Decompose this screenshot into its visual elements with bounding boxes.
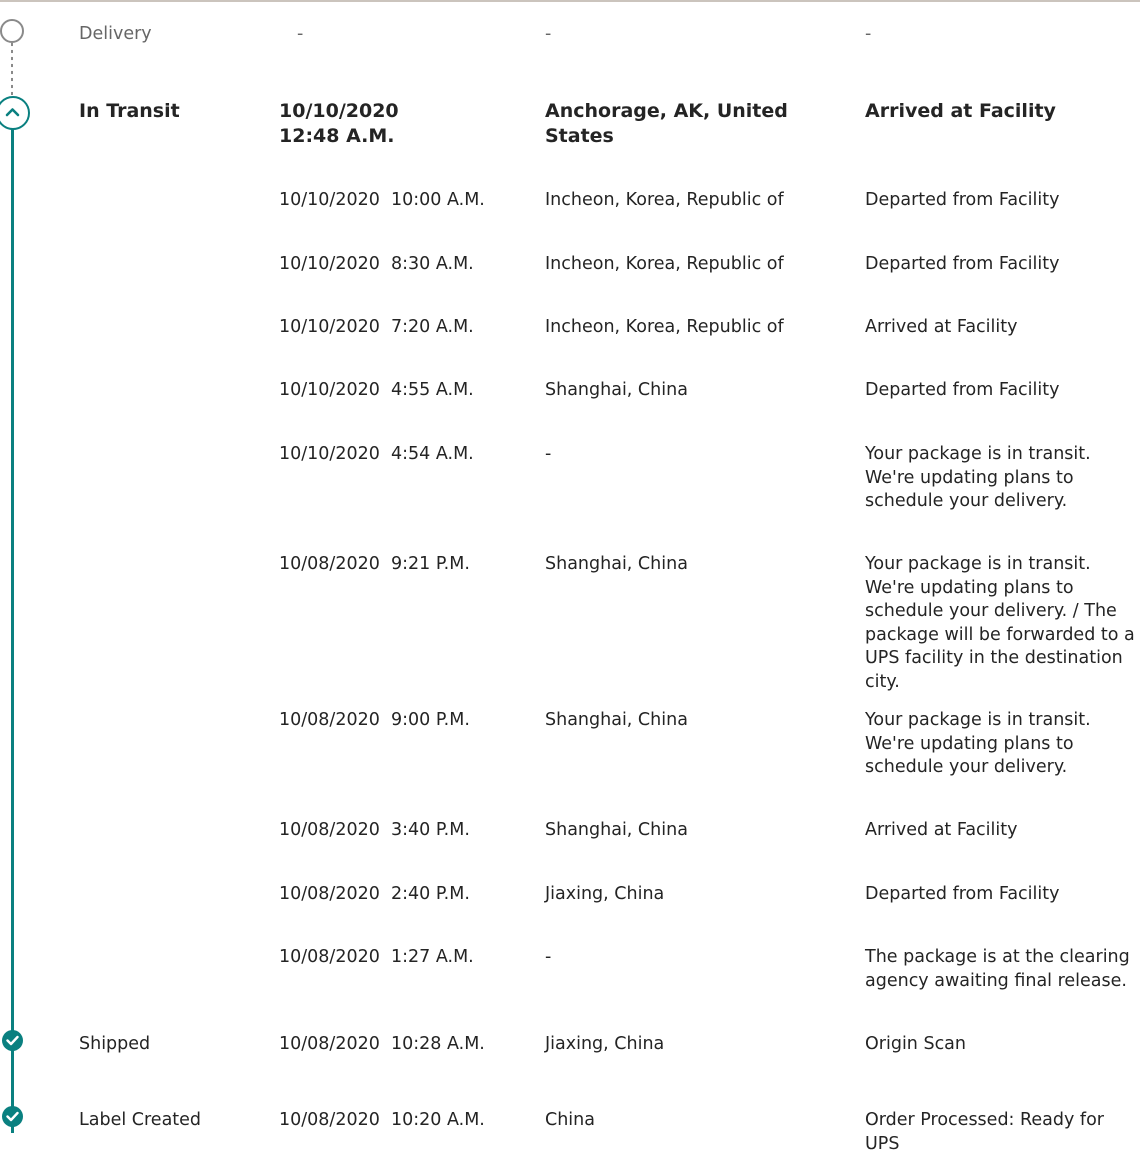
label-created-datetime: 10/08/2020 10:20 A.M. [279,1110,485,1130]
in-transit-date: 10/10/2020 [279,100,399,122]
delivery-date: - [297,24,304,44]
event-activity: Your package is in transit. We're updating plans to schedule your delivery. [865,444,1091,511]
in-transit-location-line2: States [545,125,614,147]
event-datetime: 10/08/2020 2:40 P.M. [279,884,470,904]
in-transit-activity: Arrived at Facility [865,100,1056,122]
event-datetime: 10/08/2020 9:00 P.M. [279,710,470,730]
event-activity: Departed from Facility [865,380,1060,400]
event-activity: Departed from Facility [865,884,1060,904]
in-transit-time: 12:48 A.M. [279,125,395,147]
label-created-activity: Order Processed: Ready for UPS [865,1110,1104,1154]
event-activity: Your package is in transit. We're updating plans to schedule your delivery. [865,710,1091,777]
event-location: Incheon, Korea, Republic of [545,190,784,210]
event-datetime: 10/10/2020 10:00 A.M. [279,190,485,210]
event-datetime: 10/08/2020 1:27 A.M. [279,947,474,967]
event-location: Shanghai, China [545,820,688,840]
event-datetime: 10/10/2020 4:55 A.M. [279,380,474,400]
event-datetime: 10/08/2020 3:40 P.M. [279,820,470,840]
event-location: Incheon, Korea, Republic of [545,254,784,274]
event-location: Shanghai, China [545,380,688,400]
event-datetime: 10/10/2020 8:30 A.M. [279,254,474,274]
event-location: Shanghai, China [545,710,688,730]
delivery-activity: - [865,24,872,44]
milestone-delivery-label: Delivery [79,24,152,44]
shipped-datetime: 10/08/2020 10:28 A.M. [279,1034,485,1054]
shipped-activity: Origin Scan [865,1034,967,1054]
event-location: Shanghai, China [545,554,688,574]
in-transit-chevron-up-icon[interactable] [0,96,30,130]
event-activity: Departed from Facility [865,190,1060,210]
event-activity: Departed from Facility [865,254,1060,274]
milestone-in-transit-label: In Transit [79,100,180,122]
event-location: Incheon, Korea, Republic of [545,317,784,337]
delivery-location: - [545,24,552,44]
label-created-checkmark-icon [2,1106,23,1127]
event-activity: Arrived at Facility [865,317,1018,337]
shipped-location: Jiaxing, China [545,1034,665,1054]
event-location: Jiaxing, China [545,884,665,904]
top-divider [0,0,1140,2]
event-datetime: 10/08/2020 9:21 P.M. [279,554,470,574]
milestone-label-created-label: Label Created [79,1110,202,1130]
event-activity: Arrived at Facility [865,820,1018,840]
event-activity: Your package is in transit. We're updating plans to schedule your delivery. / The package will be forwarded to a UPS facility in the destination city. [865,554,1135,692]
event-datetime: 10/10/2020 7:20 A.M. [279,317,474,337]
in-transit-location-line1: Anchorage, AK, United [545,100,788,122]
delivery-pending-circle-icon [0,19,24,43]
completed-track-line [11,125,14,1133]
label-created-location: China [545,1110,595,1130]
event-location: - [545,947,552,967]
event-activity: The package is at the clearing agency awaiting final release. [865,947,1130,991]
event-location: - [545,444,552,464]
pending-track-line [11,41,13,95]
event-datetime: 10/10/2020 4:54 A.M. [279,444,474,464]
shipped-checkmark-icon [2,1030,23,1051]
milestone-shipped-label: Shipped [79,1034,151,1054]
